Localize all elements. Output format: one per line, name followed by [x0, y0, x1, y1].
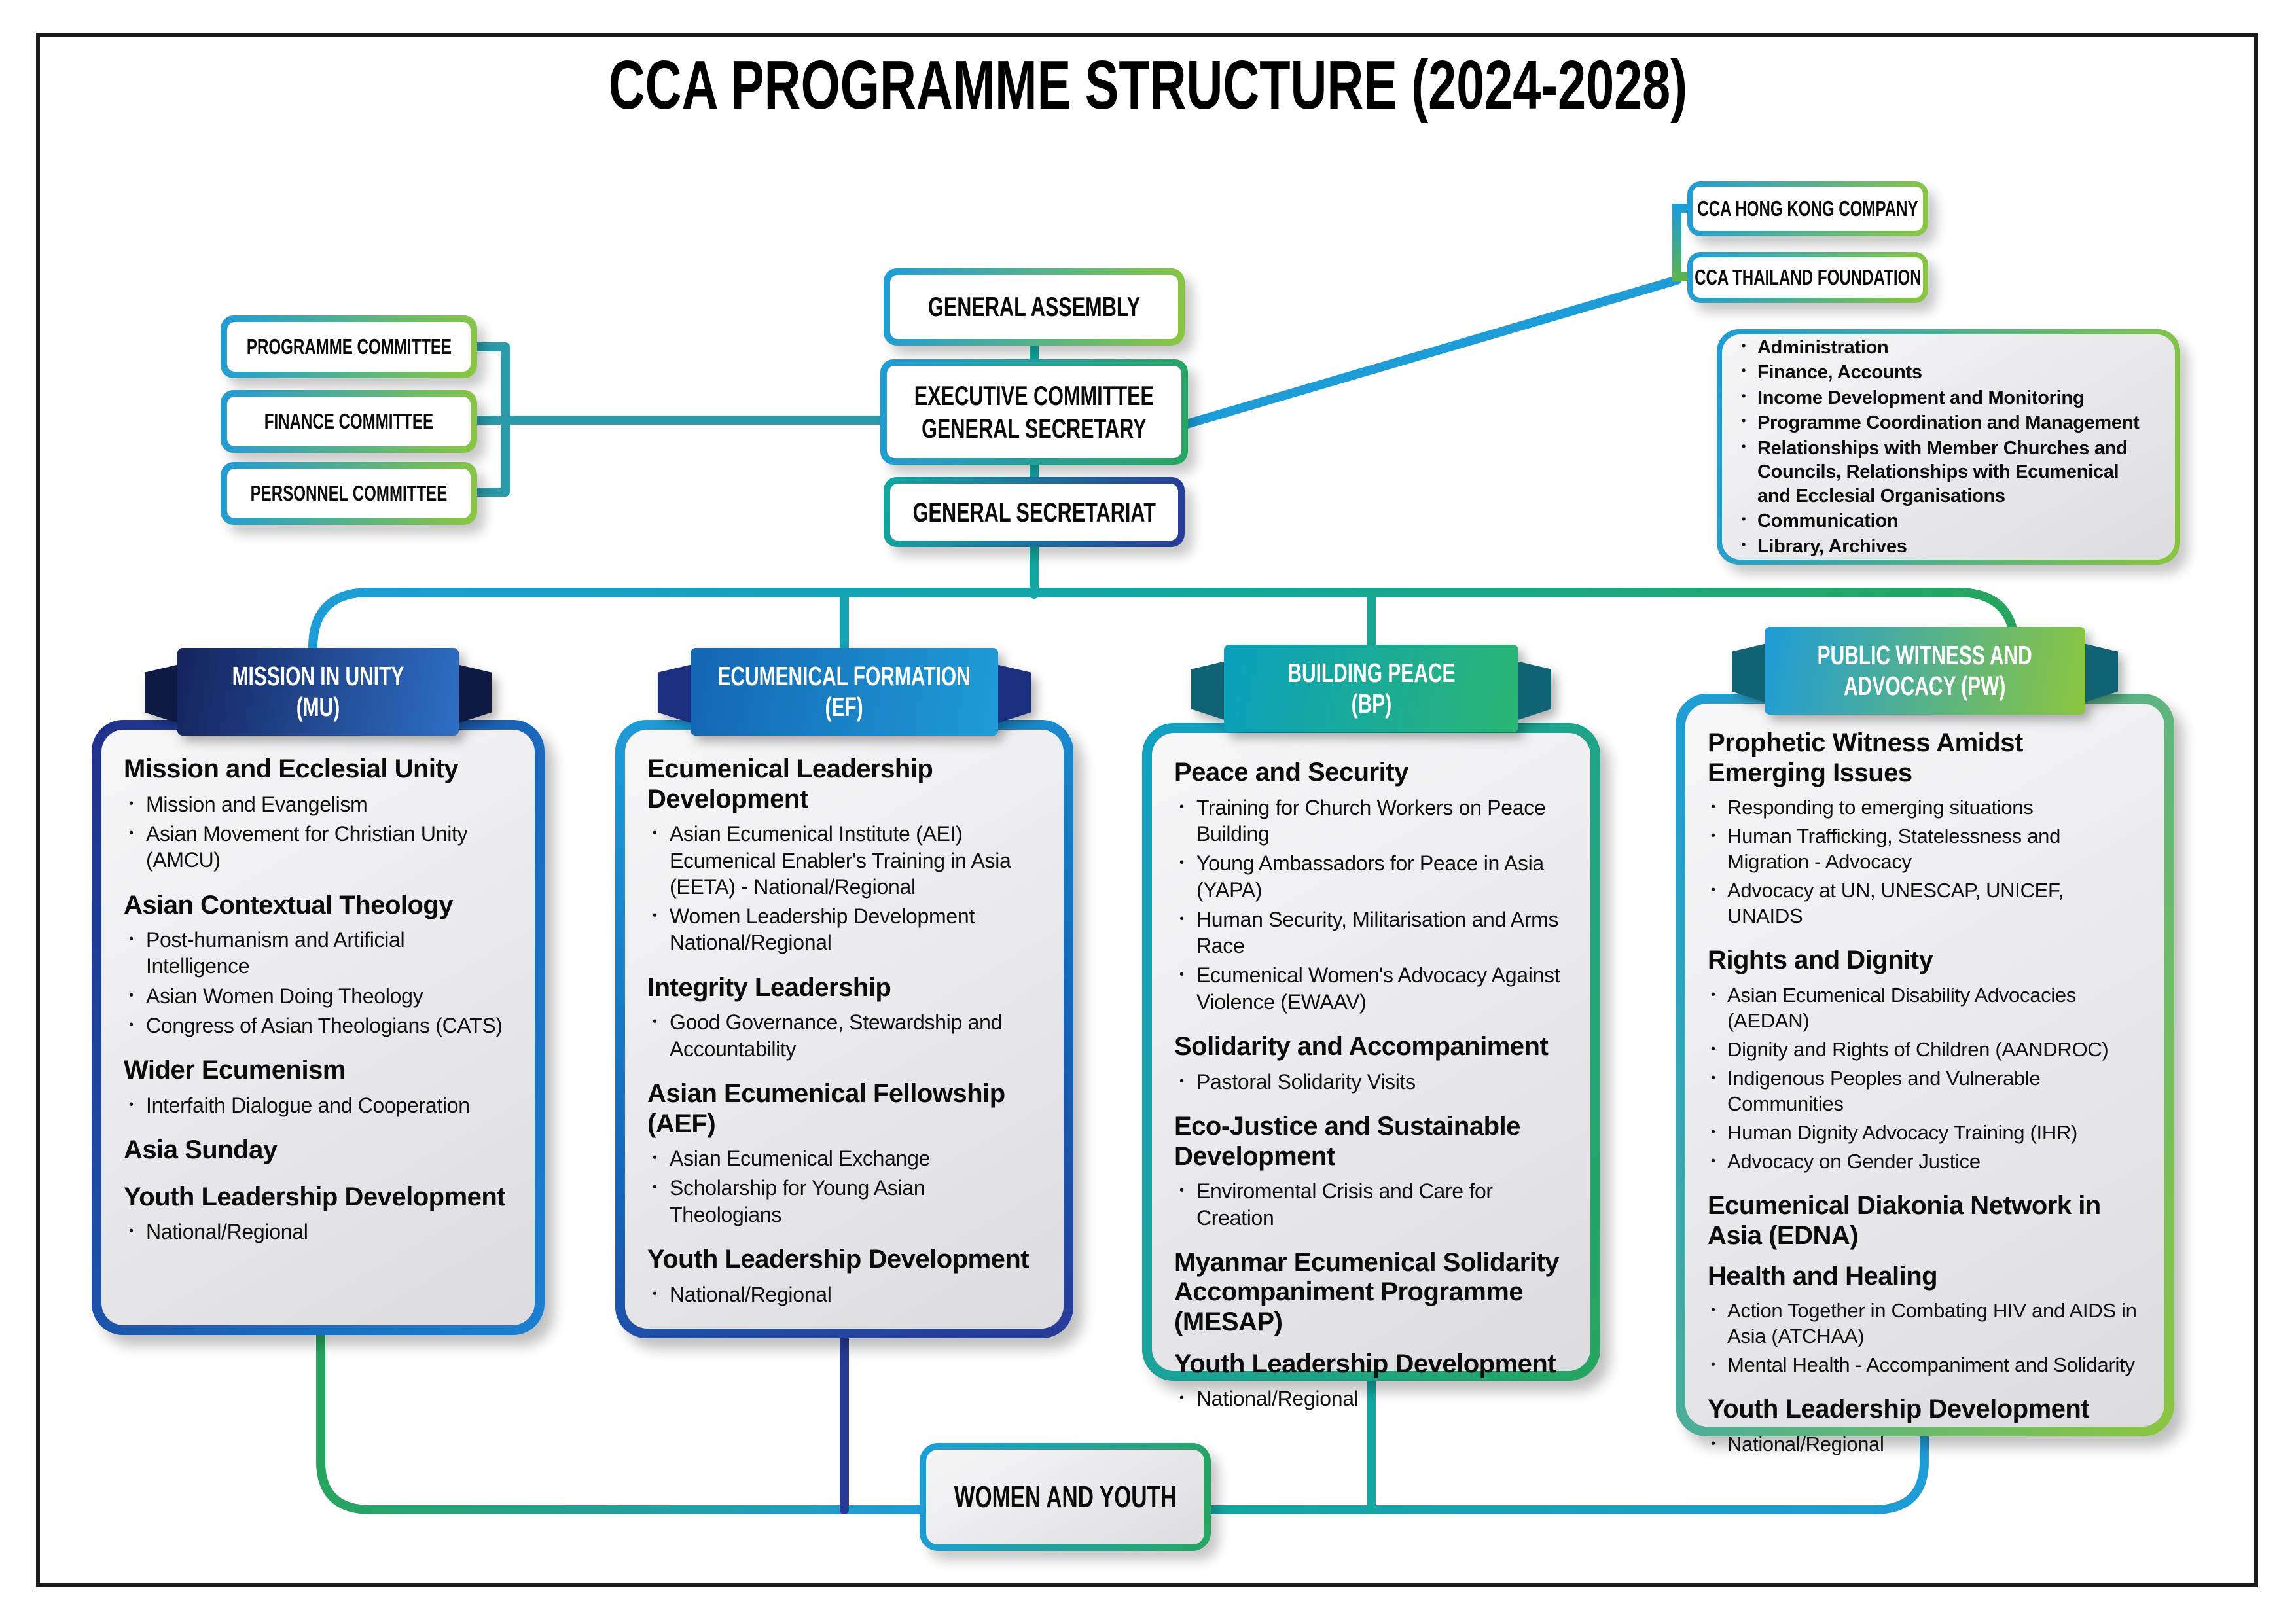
banner-line1: BUILDING PEACE — [1287, 658, 1456, 688]
list-item: • Relationships with Member Churches and Councils, Relationships with Ecumenical and Ecclesial Organisations — [1740, 437, 2157, 508]
banner-building-peace — [1224, 645, 1518, 732]
bullet-item: • Asian Women Doing Theology — [124, 983, 512, 1009]
bullet-item: • Human Trafficking, Statelessness and Migration - Advocacy — [1708, 823, 2142, 874]
section-heading: Prophetic Witness Amidst Emerging Issues — [1708, 728, 2023, 787]
column-public-witness-advocacy — [1676, 640, 2174, 1455]
bottom-rail-left — [321, 1332, 921, 1510]
section-heading: Youth Leadership Development — [1174, 1349, 1556, 1378]
bullet-item: • Scholarship for Young Asian Theologians — [647, 1175, 1041, 1228]
banner-text — [718, 661, 971, 722]
list-item: • Finance, Accounts — [1740, 361, 2157, 385]
section-heading: Solidarity and Accompaniment — [1174, 1032, 1549, 1061]
executive-committee-box — [880, 359, 1188, 465]
bullet-item: • Mission and Evangelism — [124, 791, 512, 817]
building-peace-card — [1142, 723, 1600, 1411]
committee-bracket — [476, 347, 882, 492]
programme-committee-box — [221, 315, 477, 378]
general-secretariat-label: GENERAL SECRETARIAT — [912, 496, 1156, 527]
bullet-item: • Post-humanism and Artificial Intelligence — [124, 927, 512, 980]
column-mission-in-unity — [92, 661, 545, 1335]
bullet-item: • Advocacy at UN, UNESCAP, UNICEF, UNAIDS — [1708, 878, 2142, 929]
secretariat-functions-list — [1740, 334, 2157, 560]
bullet-item: • Training for Church Workers on Peace Building — [1174, 794, 1568, 847]
bullet-item: • Action Together in Combating HIV and AIDS in Asia (ATCHAA) — [1708, 1298, 2142, 1349]
bullet-item: • National/Regional — [647, 1281, 1041, 1308]
ecumenical-formation-card — [615, 720, 1073, 1338]
section-heading: Health and Healing — [1708, 1261, 1938, 1291]
page-title-text: CCA PROGRAMME STRUCTURE (2024-2028) — [608, 46, 1688, 124]
banner-line1: ECUMENICAL FORMATION — [717, 661, 971, 692]
banner-line2: (MU) — [296, 692, 340, 722]
section-heading: Asia Sunday — [124, 1135, 278, 1165]
bullet-item: • Asian Ecumenical Disability Advocacies (AEDAN) — [1708, 982, 2142, 1033]
personnel-committee-box — [221, 462, 477, 525]
general-assembly-box — [884, 268, 1185, 346]
bullet-item: • Women Leadership Development National/Regional — [647, 903, 1041, 956]
section-heading: Youth Leadership Development — [647, 1245, 1030, 1274]
women-and-youth-box — [920, 1443, 1211, 1551]
section-heading: Ecumenical Leadership Development — [647, 755, 933, 813]
cca-thailand-foundation-label: CCA THAILAND FOUNDATION — [1694, 264, 1922, 289]
bullet-item: • Young Ambassadors for Peace in Asia (YAPA) — [1174, 850, 1568, 903]
list-item: • Administration — [1740, 336, 2157, 360]
bullet-item: • Responding to emerging situations — [1708, 794, 2142, 820]
cca-hong-kong-company-label: CCA HONG KONG COMPANY — [1697, 196, 1918, 221]
section-heading: Peace and Security — [1174, 758, 1408, 787]
cca-hong-kong-company-box — [1687, 181, 1928, 236]
section-heading: Ecumenical Diakonia Network in Asia (EDNA) — [1708, 1191, 2101, 1250]
banner-ecumenical-formation — [691, 648, 998, 736]
section-heading: Youth Leadership Development — [124, 1182, 506, 1211]
programme-committee-label: PROGRAMME COMMITTEE — [246, 334, 452, 359]
section-heading: Asian Ecumenical Fellowship (AEF) — [647, 1079, 1005, 1138]
list-item: • Programme Coordination and Management — [1740, 411, 2157, 435]
affiliates-diagonal-link — [1187, 280, 1677, 424]
banner-text — [232, 661, 404, 722]
bullet-item: • Mental Health - Accompaniment and Solidarity — [1708, 1352, 2142, 1378]
bullet-item: • Human Dignity Advocacy Training (IHR) — [1708, 1120, 2142, 1145]
bullet-item: • Dignity and Rights of Children (AANDROC) — [1708, 1037, 2142, 1062]
section-heading: Rights and Dignity — [1708, 946, 1933, 975]
personnel-committee-label: PERSONNEL COMMITTEE — [250, 480, 448, 505]
finance-committee-label: FINANCE COMMITTEE — [264, 408, 434, 433]
banner-text — [1818, 640, 2032, 701]
bullet-item: • Advocacy on Gender Justice — [1708, 1149, 2142, 1174]
section-heading: Asian Contextual Theology — [124, 890, 454, 919]
bullet-item: • Asian Movement for Christian Unity (AMCU) — [124, 821, 512, 874]
executive-committee-line1: EXECUTIVE COMMITTEE — [914, 380, 1155, 411]
section-heading: Integrity Leadership — [647, 972, 891, 1002]
bullet-item: • Indigenous Peoples and Vulnerable Communities — [1708, 1065, 2142, 1116]
section-heading: Mission and Ecclesial Unity — [124, 755, 459, 783]
banner-line2: ADVOCACY (PW) — [1844, 671, 2006, 701]
cca-thailand-foundation-box — [1687, 252, 1928, 303]
page-title — [0, 46, 2296, 125]
bullet-item: • Pastoral Solidarity Visits — [1174, 1069, 1568, 1095]
bullet-item: • Congress of Asian Theologians (CATS) — [124, 1012, 512, 1039]
bullet-item: • Asian Ecumenical Exchange — [647, 1145, 1041, 1171]
section-heading: Wider Ecumenism — [124, 1056, 346, 1085]
bullet-item: • National/Regional — [1174, 1385, 1568, 1412]
list-item: • Communication — [1740, 509, 2157, 533]
bullet-item: • National/Regional — [124, 1219, 512, 1245]
banner-mission-in-unity — [177, 648, 459, 736]
bullet-item: • Good Governance, Stewardship and Accountability — [647, 1009, 1041, 1062]
banner-line1: PUBLIC WITNESS AND — [1817, 640, 2033, 671]
banner-line2: (EF) — [825, 692, 864, 722]
bullet-item: • Interfaith Dialogue and Cooperation — [124, 1092, 512, 1118]
banner-text — [1287, 658, 1455, 719]
column-building-peace — [1142, 658, 1600, 1411]
banner-line1: MISSION IN UNITY — [232, 661, 404, 692]
section-heading: Youth Leadership Development — [1708, 1395, 2090, 1424]
column-ecumenical-formation — [615, 661, 1073, 1338]
section-heading: Myanmar Ecumenical Solidarity Accompaniment Programme (MESAP) — [1174, 1247, 1559, 1336]
bullet-item: • Enviromental Crisis and Care for Creation — [1174, 1178, 1568, 1231]
general-secretariat-box — [884, 477, 1185, 547]
public-witness-advocacy-card — [1676, 694, 2174, 1455]
list-item: • Income Development and Monitoring — [1740, 386, 2157, 410]
bullet-item: • Ecumenical Women's Advocacy Against Violence (EWAAV) — [1174, 962, 1568, 1015]
list-item: • Library, Archives — [1740, 535, 2157, 559]
executive-committee-label — [914, 380, 1154, 444]
secretariat-functions-box — [1717, 329, 2180, 565]
bullet-item: • Human Security, Militarisation and Arms Race — [1174, 906, 1568, 959]
finance-committee-box — [221, 390, 477, 453]
general-secretary-line2: GENERAL SECRETARY — [922, 412, 1147, 444]
bullet-item: • Asian Ecumenical Institute (AEI) Ecumenical Enabler's Training in Asia (EETA) - National/Regional — [647, 821, 1041, 900]
women-and-youth-label: WOMEN AND YOUTH — [954, 1480, 1177, 1514]
general-assembly-label: GENERAL ASSEMBLY — [927, 291, 1141, 323]
bullet-item: • National/Regional — [1708, 1431, 2142, 1457]
mission-in-unity-card — [92, 720, 545, 1335]
section-heading: Eco-Justice and Sustainable Development — [1174, 1112, 1520, 1171]
banner-line2: (BP) — [1351, 688, 1391, 719]
banner-public-witness-advocacy — [1765, 627, 2085, 715]
